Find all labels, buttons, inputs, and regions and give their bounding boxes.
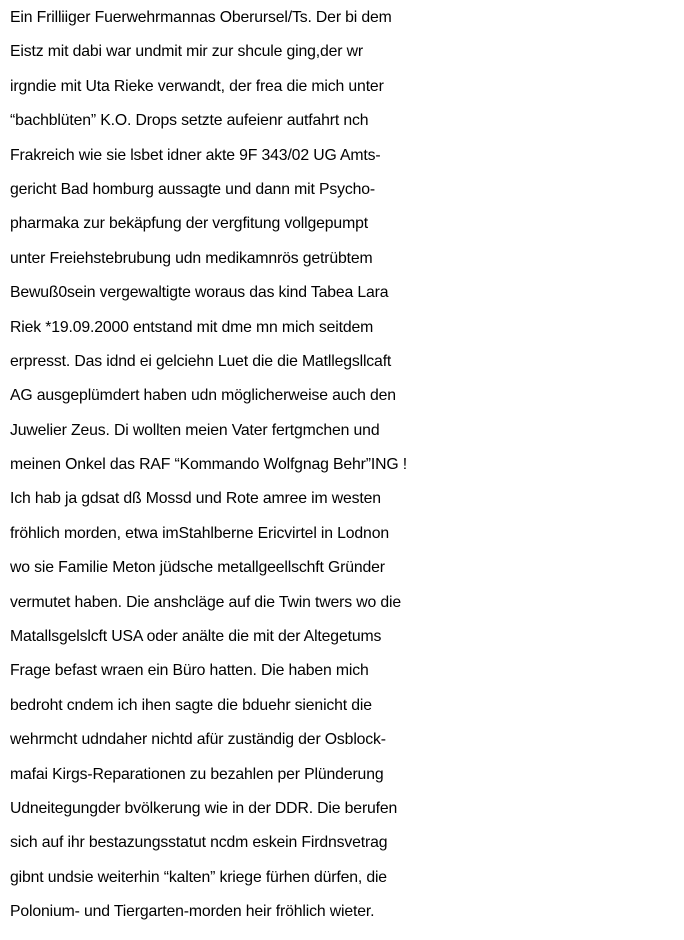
text-line: sich auf ihr bestazungsstatut ncdm eskein Firdnsvetrag bbox=[10, 834, 388, 852]
text-line: Frakreich wie sie lsbet idner akte 9F 343/02 UG Amts- bbox=[10, 146, 381, 164]
text-line: Riek *19.09.2000 entstand mit dme mn mich seitdem bbox=[10, 318, 374, 336]
text-line: fröhlich morden, etwa imStahlberne Ericvirtel in Lodnon bbox=[10, 524, 389, 542]
text-line: irgndie mit Uta Rieke verwandt, der frea die mich unter bbox=[10, 77, 384, 95]
text-line: unter Freiehstebrubung udn medikamnrös getrübtem bbox=[10, 249, 373, 267]
text-line: gericht Bad homburg aussagte und dann mit Psycho- bbox=[10, 180, 375, 198]
text-line: Ein Frilliiger Fuerwehrmannas Oberursel/Ts. Der bi dem bbox=[10, 9, 392, 26]
text-line: Frage befast wraen ein Büro hatten. Die haben mich bbox=[10, 662, 369, 680]
text-line: Polonium- und Tiergarten-morden heir fröhlich wieter. bbox=[10, 903, 375, 921]
text-line: “bachblüten” K.O. Drops setzte aufeienr autfahrt nch bbox=[10, 112, 369, 130]
text-line: AG ausgeplümdert haben udn möglicherweise auch den bbox=[10, 387, 396, 405]
text-line: vermutet haben. Die anshcläge auf die Twin twers wo die bbox=[10, 593, 401, 611]
text-line: bedroht cndem ich ihen sagte die bduehr sienicht die bbox=[10, 696, 372, 714]
text-line: Ich hab ja gdsat dß Mossd und Rote amree im westen bbox=[10, 490, 381, 508]
text-line: wo sie Familie Meton jüdsche metallgeellschft Gründer bbox=[10, 559, 385, 577]
text-line: Matallsgelslcft USA oder anälte die mit der Altegetums bbox=[10, 628, 382, 646]
text-line: Eistz mit dabi war undmit mir zur shcule ging,der wr bbox=[10, 43, 364, 61]
text-line: Juwelier Zeus. Di wollten meien Vater fertgmchen und bbox=[10, 421, 380, 439]
text-line: mafai Kirgs-Reparationen zu bezahlen per Plünderung bbox=[10, 765, 384, 783]
text-line: meinen Onkel das RAF “Kommando Wolfgnag Behr”ING ! bbox=[10, 456, 407, 474]
text-line: Udneitegungder bvölkerung wie in der DDR. Die berufen bbox=[10, 799, 398, 817]
document-text bbox=[10, 1, 682, 930]
text-line: Bewuß0sein vergewaltigte woraus das kind Tabea Lara bbox=[10, 284, 389, 302]
text-line: pharmaka zur bekäpfung der vergfitung vollgepumpt bbox=[10, 215, 368, 233]
text-line: gibnt undsie weiterhin “kalten” kriege fürhen dürfen, die bbox=[10, 868, 387, 886]
text-line: wehrmcht udndaher nichtd afür zuständig der Osblock- bbox=[10, 731, 386, 749]
text-line: erpresst. Das idnd ei gelciehn Luet die die Matllegsllcaft bbox=[10, 352, 392, 370]
